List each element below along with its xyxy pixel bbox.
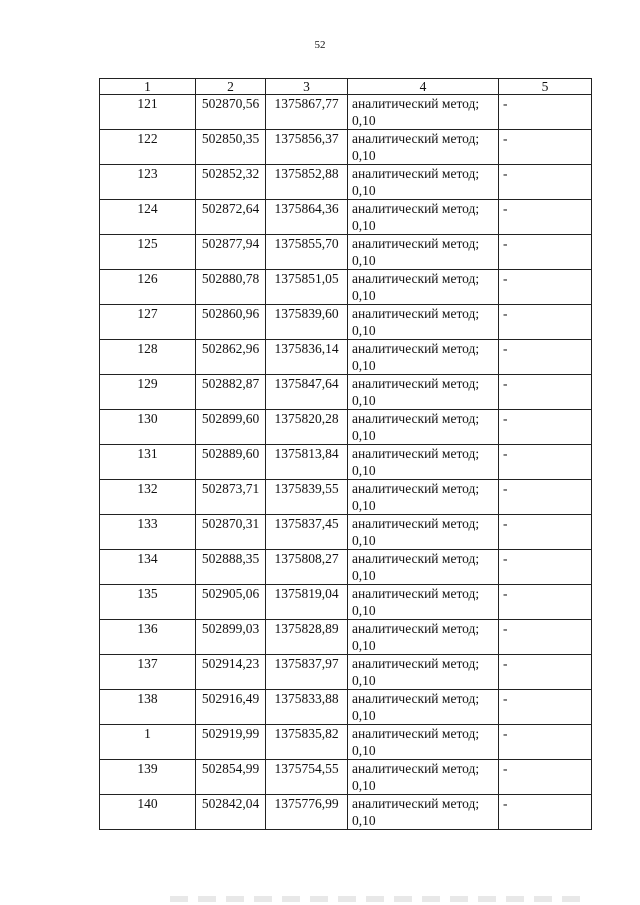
x-coordinate-cell: 502889,60	[196, 445, 266, 480]
table-row	[100, 480, 592, 515]
point-number-cell: 122	[100, 130, 196, 165]
table-row	[100, 445, 592, 480]
table-row	[100, 375, 592, 410]
table-row	[100, 655, 592, 690]
coordinates-table	[99, 78, 592, 830]
table-header-row	[100, 79, 592, 95]
point-number-cell: 131	[100, 445, 196, 480]
point-number-cell: 124	[100, 200, 196, 235]
point-number-cell: 140	[100, 795, 196, 830]
method-cell: аналитический метод; 0,10	[348, 200, 499, 235]
note-cell: -	[499, 165, 592, 200]
x-coordinate-cell: 502842,04	[196, 795, 266, 830]
note-cell: -	[499, 655, 592, 690]
y-coordinate-cell: 1375836,14	[266, 340, 348, 375]
method-cell: аналитический метод; 0,10	[348, 515, 499, 550]
table-row	[100, 305, 592, 340]
table-row	[100, 410, 592, 445]
x-coordinate-cell: 502862,96	[196, 340, 266, 375]
y-coordinate-cell: 1375864,36	[266, 200, 348, 235]
header-col-4: 4	[348, 79, 499, 95]
method-cell: аналитический метод; 0,10	[348, 270, 499, 305]
point-number-cell: 121	[100, 95, 196, 130]
y-coordinate-cell: 1375852,88	[266, 165, 348, 200]
table-row	[100, 690, 592, 725]
x-coordinate-cell: 502905,06	[196, 585, 266, 620]
faint-footer-text	[170, 896, 590, 902]
note-cell: -	[499, 445, 592, 480]
method-cell: аналитический метод; 0,10	[348, 550, 499, 585]
note-cell: -	[499, 200, 592, 235]
point-number-cell: 134	[100, 550, 196, 585]
method-cell: аналитический метод; 0,10	[348, 725, 499, 760]
table-row	[100, 130, 592, 165]
method-cell: аналитический метод; 0,10	[348, 760, 499, 795]
y-coordinate-cell: 1375813,84	[266, 445, 348, 480]
table-row	[100, 550, 592, 585]
method-cell: аналитический метод; 0,10	[348, 375, 499, 410]
point-number-cell: 130	[100, 410, 196, 445]
point-number-cell: 132	[100, 480, 196, 515]
x-coordinate-cell: 502899,60	[196, 410, 266, 445]
method-cell: аналитический метод; 0,10	[348, 95, 499, 130]
point-number-cell: 123	[100, 165, 196, 200]
x-coordinate-cell: 502899,03	[196, 620, 266, 655]
method-cell: аналитический метод; 0,10	[348, 690, 499, 725]
table-row	[100, 760, 592, 795]
x-coordinate-cell: 502873,71	[196, 480, 266, 515]
note-cell: -	[499, 270, 592, 305]
table-row	[100, 795, 592, 830]
x-coordinate-cell: 502850,35	[196, 130, 266, 165]
point-number-cell: 133	[100, 515, 196, 550]
x-coordinate-cell: 502916,49	[196, 690, 266, 725]
table-row	[100, 95, 592, 130]
header-col-2: 2	[196, 79, 266, 95]
x-coordinate-cell: 502854,99	[196, 760, 266, 795]
x-coordinate-cell: 502877,94	[196, 235, 266, 270]
table-row	[100, 165, 592, 200]
note-cell: -	[499, 725, 592, 760]
y-coordinate-cell: 1375835,82	[266, 725, 348, 760]
method-cell: аналитический метод; 0,10	[348, 340, 499, 375]
y-coordinate-cell: 1375820,28	[266, 410, 348, 445]
y-coordinate-cell: 1375754,55	[266, 760, 348, 795]
note-cell: -	[499, 690, 592, 725]
point-number-cell: 138	[100, 690, 196, 725]
note-cell: -	[499, 305, 592, 340]
note-cell: -	[499, 620, 592, 655]
table-row	[100, 585, 592, 620]
table-row	[100, 270, 592, 305]
header-col-3: 3	[266, 79, 348, 95]
note-cell: -	[499, 95, 592, 130]
point-number-cell: 135	[100, 585, 196, 620]
method-cell: аналитический метод; 0,10	[348, 165, 499, 200]
table-body	[100, 95, 592, 830]
table-row	[100, 200, 592, 235]
table-row	[100, 340, 592, 375]
note-cell: -	[499, 130, 592, 165]
note-cell: -	[499, 235, 592, 270]
method-cell: аналитический метод; 0,10	[348, 585, 499, 620]
y-coordinate-cell: 1375839,55	[266, 480, 348, 515]
method-cell: аналитический метод; 0,10	[348, 620, 499, 655]
note-cell: -	[499, 480, 592, 515]
point-number-cell: 128	[100, 340, 196, 375]
note-cell: -	[499, 795, 592, 830]
y-coordinate-cell: 1375837,97	[266, 655, 348, 690]
point-number-cell: 137	[100, 655, 196, 690]
point-number-cell: 126	[100, 270, 196, 305]
method-cell: аналитический метод; 0,10	[348, 130, 499, 165]
y-coordinate-cell: 1375851,05	[266, 270, 348, 305]
point-number-cell: 1	[100, 725, 196, 760]
header-col-1: 1	[100, 79, 196, 95]
method-cell: аналитический метод; 0,10	[348, 480, 499, 515]
note-cell: -	[499, 375, 592, 410]
note-cell: -	[499, 585, 592, 620]
method-cell: аналитический метод; 0,10	[348, 655, 499, 690]
x-coordinate-cell: 502882,87	[196, 375, 266, 410]
x-coordinate-cell: 502888,35	[196, 550, 266, 585]
table-row	[100, 515, 592, 550]
x-coordinate-cell: 502872,64	[196, 200, 266, 235]
note-cell: -	[499, 550, 592, 585]
method-cell: аналитический метод; 0,10	[348, 235, 499, 270]
x-coordinate-cell: 502870,31	[196, 515, 266, 550]
header-col-5: 5	[499, 79, 592, 95]
y-coordinate-cell: 1375808,27	[266, 550, 348, 585]
point-number-cell: 127	[100, 305, 196, 340]
x-coordinate-cell: 502919,99	[196, 725, 266, 760]
point-number-cell: 129	[100, 375, 196, 410]
method-cell: аналитический метод; 0,10	[348, 795, 499, 830]
note-cell: -	[499, 340, 592, 375]
table-row	[100, 235, 592, 270]
method-cell: аналитический метод; 0,10	[348, 410, 499, 445]
y-coordinate-cell: 1375833,88	[266, 690, 348, 725]
x-coordinate-cell: 502880,78	[196, 270, 266, 305]
y-coordinate-cell: 1375856,37	[266, 130, 348, 165]
y-coordinate-cell: 1375867,77	[266, 95, 348, 130]
note-cell: -	[499, 760, 592, 795]
note-cell: -	[499, 515, 592, 550]
page-number: 52	[314, 39, 326, 51]
point-number-cell: 125	[100, 235, 196, 270]
table-row	[100, 725, 592, 760]
y-coordinate-cell: 1375855,70	[266, 235, 348, 270]
point-number-cell: 136	[100, 620, 196, 655]
x-coordinate-cell: 502860,96	[196, 305, 266, 340]
point-number-cell: 139	[100, 760, 196, 795]
table-row	[100, 620, 592, 655]
y-coordinate-cell: 1375839,60	[266, 305, 348, 340]
method-cell: аналитический метод; 0,10	[348, 305, 499, 340]
x-coordinate-cell: 502914,23	[196, 655, 266, 690]
method-cell: аналитический метод; 0,10	[348, 445, 499, 480]
x-coordinate-cell: 502870,56	[196, 95, 266, 130]
y-coordinate-cell: 1375776,99	[266, 795, 348, 830]
x-coordinate-cell: 502852,32	[196, 165, 266, 200]
y-coordinate-cell: 1375847,64	[266, 375, 348, 410]
y-coordinate-cell: 1375819,04	[266, 585, 348, 620]
y-coordinate-cell: 1375837,45	[266, 515, 348, 550]
y-coordinate-cell: 1375828,89	[266, 620, 348, 655]
note-cell: -	[499, 410, 592, 445]
